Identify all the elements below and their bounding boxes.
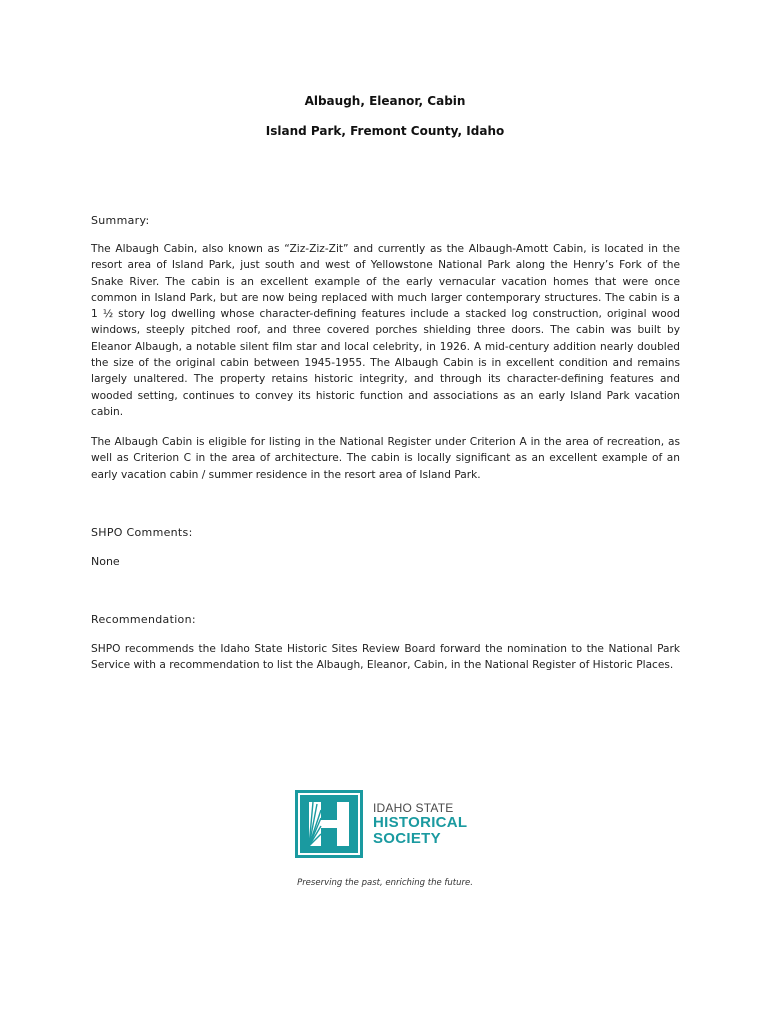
document-location: Island Park, Fremont County, Idaho — [265, 124, 505, 138]
shpo-comments-text: None — [91, 555, 120, 568]
recommendation-paragraph: SHPO recommends the Idaho State Historic Sites Review Board forward the nomination to the National Park Service with a recommendation to list the Albaugh, Eleanor, Cabin, in the National Register of Historic Places. — [91, 643, 680, 672]
historical-society-logo — [295, 790, 475, 860]
document-title: Albaugh, Eleanor, Cabin — [304, 94, 466, 108]
shpo-comments-heading: SHPO Comments: — [91, 526, 193, 539]
footer-tagline: Preserving the past, enriching the future. — [297, 878, 473, 888]
logo-text-historical: HISTORICAL — [373, 814, 468, 831]
recommendation-heading: Recommendation: — [91, 613, 196, 626]
logo-text-idaho-state: IDAHO STATE — [373, 801, 454, 815]
summary-paragraph-1: The Albaugh Cabin, also known as “Ziz-Ziz-Zit” and currently as the Albaugh-Amott Cabin, is located in the resort area of Island Park, just south and west of Yellowstone National Park along the Henry’s Fork of the Snake River. The cabin is an excellent example of the early vernacular vacation homes that were once common in Island Park, but are now being replaced with much larger contemporary structures. The cabin is a 1 ½ story log dwelling whose character-defining features include a stacked log construction, original wood windows, steeply pitched roof, and three covered porches shielding three doors. The cabin was built by Eleanor Albaugh, a notable silent film star and local celebrity, in 1926. A mid-century addition nearly doubled the size of the original cabin between 1945-1955. The Albaugh Cabin is in excellent condition and remains largely unaltered. The property retains historic integrity, and through its character-defining features and wooded setting, continues to convey its historic function and associations as an early Island Park vacation cabin. — [91, 243, 680, 418]
summary-paragraph-2: The Albaugh Cabin is eligible for listing in the National Register under Criterion A in the area of recreation, as well as Criterion C in the area of architecture. The cabin is locally significant as an excellent example of an early vacation cabin / summer residence in the resort area of Island Park. — [91, 436, 680, 481]
logo-text-society: SOCIETY — [373, 830, 441, 847]
summary-heading: Summary: — [91, 214, 150, 227]
historical-society-h-icon — [295, 790, 363, 858]
